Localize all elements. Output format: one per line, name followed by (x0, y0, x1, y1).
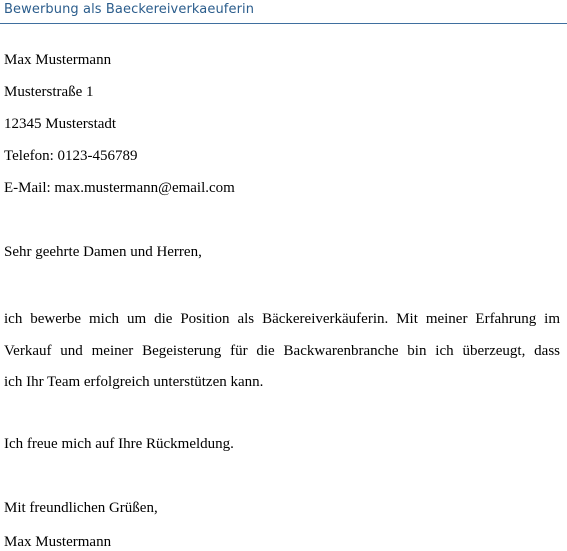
closing-sentence: Ich freue mich auf Ihre Rückmeldung. (4, 436, 234, 452)
sender-phone: Telefon: 0123-456789 (4, 148, 138, 164)
sender-street: Musterstraße 1 (4, 84, 94, 100)
signature-name: Max Mustermann (4, 534, 112, 550)
salutation: Sehr geehrte Damen und Herren, (4, 244, 202, 260)
regards: Mit freundlichen Grüßen, (4, 500, 158, 516)
sender-email: E-Mail: max.mustermann@email.com (4, 180, 235, 196)
body-line: ich bewerbe mich um die Position als Bäckereiverkäuferin. Mit meiner Erfahrung im (4, 311, 560, 327)
body-line: Verkauf und meiner Begeisterung für die Backwarenbranche bin ich überzeugt, dass (4, 343, 560, 359)
document-header (0, 0, 567, 24)
sender-city: 12345 Musterstadt (4, 116, 117, 132)
document-title: Bewerbung als Baeckereiverkaeuferin (4, 2, 255, 17)
sender-name: Max Mustermann (4, 52, 112, 68)
body-line: ich Ihr Team erfolgreich unterstützen kann. (4, 374, 264, 390)
